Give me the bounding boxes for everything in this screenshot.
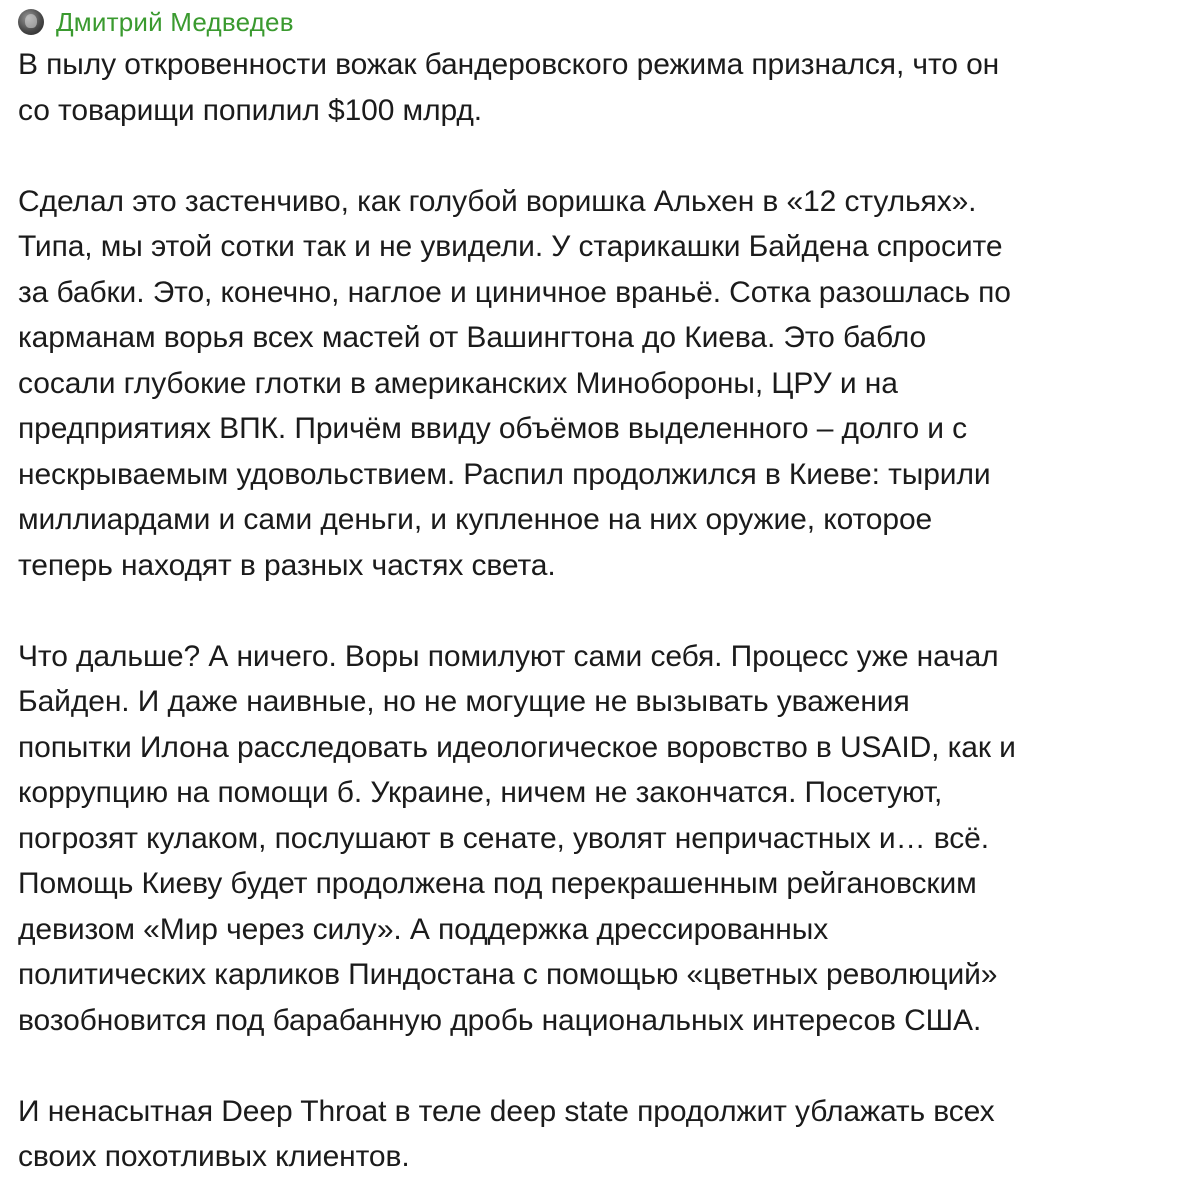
text-line: карманам ворья всех мастей от Вашингтона до Киева. Это бабло [18, 321, 927, 354]
paragraph-gap [18, 588, 1178, 634]
text-line: Байден. И даже наивные, но не могущие не вызывать уважения [18, 685, 910, 718]
paragraph-2 [18, 179, 1178, 589]
avatar[interactable] [18, 9, 44, 35]
text-line: со товарищи попилил $100 млрд. [18, 93, 483, 127]
post-text [18, 42, 1178, 1180]
paragraph-3 [18, 634, 1178, 1044]
post-header [18, 2, 1178, 42]
text-line: погрозят кулаком, послушают в сенате, уволят непричастных и… всё. [18, 821, 989, 855]
text-line: Что дальше? А ничего. Воры помилуют сами себя. Процесс уже начал [18, 639, 999, 673]
paragraph-gap [18, 1043, 1178, 1089]
text-line: предприятиях ВПК. Причём ввиду объёмов выделенного – долго и с [18, 412, 968, 445]
text-line: И ненасытная Deep Throat в теле deep state продолжит ублажать всех [18, 1094, 995, 1128]
text-line: коррупцию на помощи б. Украине, ничем не закончатся. Посетуют, [18, 776, 943, 809]
text-line: за бабки. Это, конечно, наглое и циничное враньё. Сотка разошлась по [18, 275, 1011, 309]
text-line: девизом «Мир через силу». А поддержка дрессированных [18, 912, 829, 946]
text-line: В пылу откровенности вожак бандеровского режима признался, что он [18, 48, 1000, 81]
text-line: своих похотливых клиентов. [18, 1140, 410, 1173]
text-line: Типа, мы этой сотки так и не увидели. У старикашки Байдена спросите [18, 230, 1003, 263]
text-line: теперь находят в разных частях света. [18, 548, 556, 582]
post [18, 0, 1178, 1180]
text-line: нескрываемым удовольствием. Распил продолжился в Киеве: тырили [18, 457, 991, 491]
author-name[interactable]: Дмитрий Медведев [56, 7, 294, 37]
text-line: миллиардами и сами деньги, и купленное на них оружие, которое [18, 503, 933, 536]
paragraph-4 [18, 1089, 1178, 1180]
text-line: возобновится под барабанную дробь национальных интересов США. [18, 1003, 982, 1037]
text-line: политических карликов Пиндостана с помощью «цветных революций» [18, 958, 998, 991]
text-line: Сделал это застенчиво, как голубой воришка Альхен в «12 стульях». [18, 184, 977, 218]
paragraph-1 [18, 42, 1178, 133]
text-line: Помощь Киеву будет продолжена под перекрашенным рейгановским [18, 867, 977, 900]
text-line: сосали глубокие глотки в американских Минобороны, ЦРУ и на [18, 366, 898, 400]
text-line: попытки Илона расследовать идеологическое воровство в USAID, как и [18, 730, 1016, 764]
paragraph-gap [18, 133, 1178, 179]
